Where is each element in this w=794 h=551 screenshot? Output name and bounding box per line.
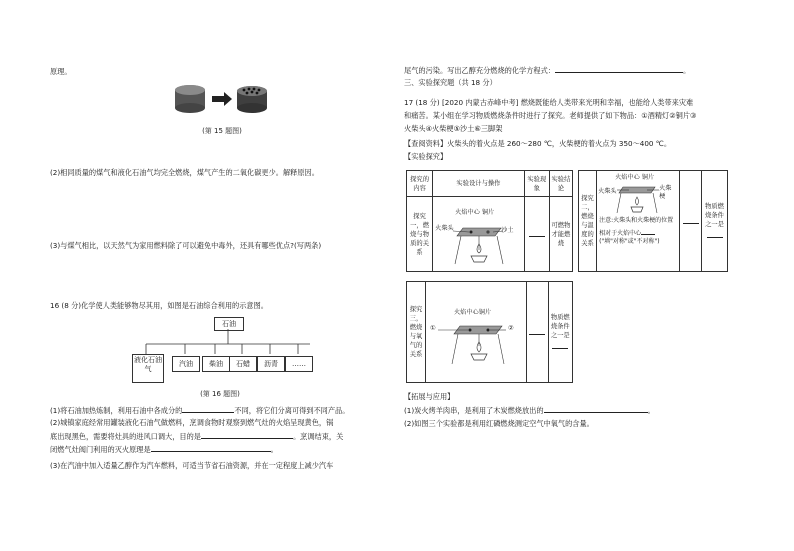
row2-center-label: 火焰中心 铜片: [615, 174, 655, 181]
product-gasoline: 汽油: [172, 356, 200, 372]
row1-center-label: 火焰中心 铜片: [455, 209, 495, 216]
q16-part3: (3)在汽油中加入适量乙醇作为汽车燃料，可适当节省石油资源，并在一定程度上减少汽车: [50, 461, 334, 470]
briquette-holes-icon: [237, 86, 267, 113]
row1-sand-label: 沙土: [501, 227, 514, 234]
petroleum-diagram: [130, 316, 330, 386]
q16-part1: [50, 404, 390, 418]
row3-phenomenon-blank[interactable]: [529, 326, 545, 335]
extension-1-text: (1)炭火烤羊肉串，是利用了木炭燃烧放出的: [404, 406, 544, 415]
q16-part2-line2: [50, 430, 390, 444]
row2-conclusion: [702, 171, 728, 272]
row2-stick-label: 火柴梗: [659, 185, 672, 200]
extension-1-blank[interactable]: [544, 404, 648, 413]
q15-tail: 原理。: [50, 67, 72, 76]
header-content: 探究的内容: [407, 171, 433, 197]
experiment-title: 【实验探究】: [404, 152, 448, 161]
row3-conclusion-text: 物质燃烧条件之一是: [550, 313, 570, 339]
row3-conclusion-blank[interactable]: [552, 340, 568, 349]
product-etc: ……: [285, 356, 313, 372]
q16-2-text-c: 。烹调结束，关: [292, 432, 344, 441]
q17-line3: 火柴头④火柴梗⑤沙土⑥三脚架: [404, 124, 503, 133]
header-conclusion: 实验结论: [549, 171, 572, 197]
q16-2-text-e: 。: [270, 445, 278, 454]
row3-diagram-cell: [425, 282, 526, 383]
row2-match-label: 火柴头: [598, 188, 617, 195]
tree-lines: [130, 316, 330, 356]
row1-match-label: 火柴头: [435, 225, 454, 232]
row1-apparatus-icon: [433, 198, 523, 270]
header-design: 实验设计与操作: [433, 171, 525, 197]
experiment-table-3: [406, 281, 573, 383]
figure15-caption: (第 15 题图): [202, 127, 242, 135]
petroleum-root: 石油: [214, 317, 244, 331]
row3-content: 探究三，燃烧与氧气的关系: [407, 282, 426, 383]
q16-2-text-d: 闭燃气灶阀门利用的灭火原理是: [50, 445, 151, 454]
row3-conclusion: [548, 282, 572, 383]
row2-note-hint: ("填"对称"或"不对称"): [599, 238, 660, 245]
q16-1-blank[interactable]: [182, 404, 234, 413]
extension-1-end: 。: [647, 406, 655, 415]
product-paraffin: 石蜡: [229, 356, 257, 372]
extension-title: 【拓展与应用】: [404, 392, 455, 401]
arrow-right-icon: [212, 92, 232, 106]
q15-part2: (2)相同质量的煤气和液化石油气均完全燃烧，煤气产生的二氧化碳更少。解释原因。: [50, 168, 319, 177]
row2-content: 探究二，燃烧与温度的关系: [579, 171, 597, 272]
row2-conclusion-blank[interactable]: [707, 229, 723, 238]
ethanol-equation-blank[interactable]: [555, 64, 683, 73]
q16-intro: 16 (8 分)化学使人类能够物尽其用，如图是石油综合利用的示意图。: [50, 301, 268, 310]
q16-part2-line1: (2)城镇家庭经常用罐装液化石油气做燃料，烹调食物时观察到燃气灶的火焰呈现黄色，锅: [50, 418, 334, 427]
row2-phenomenon: [680, 171, 702, 272]
row2-symmetry-blank[interactable]: [641, 226, 655, 235]
experiment-table-2: [578, 170, 728, 272]
row2-diagram-cell: [597, 171, 680, 272]
q15-part3: (3)与煤气相比，以天然气为家用燃料除了可以避免中毒外，还具有哪些优点?(写两条): [50, 241, 322, 250]
product-diesel: 柴油: [202, 356, 230, 372]
experiment-table-1: [406, 170, 573, 272]
row3-match1-label: ①: [429, 324, 436, 332]
row3-diagram: [426, 282, 526, 382]
reference-info: 【查阅资料】火柴头的着火点是 260～280 ℃，火柴梗的着火点为 350～400 ℃。: [404, 139, 672, 148]
q16-part2-line3: [50, 443, 390, 457]
row2-note: 注意:火柴头和火柴梗的位置相对于火焰中心 ("填"对称"或"不对称"): [599, 217, 674, 245]
briquette-figure: [172, 82, 272, 122]
row1-conclusion: 可燃物才能燃烧: [549, 197, 572, 272]
row3-phenomenon: [526, 282, 548, 383]
product-asphalt: 沥青: [257, 356, 285, 372]
row3-match2-label: ②: [507, 324, 514, 332]
row1-diagram-cell: [433, 197, 525, 272]
extension-part1: [404, 404, 754, 418]
row1-diagram: [433, 198, 523, 270]
row3-center-label: 火焰中心铜片: [453, 309, 492, 316]
product-lpg: 液化石油气: [132, 354, 164, 383]
ethanol-text: 尾气的污染。写出乙醇充分燃烧的化学方程式：: [404, 66, 555, 75]
row2-diagram: [597, 171, 679, 271]
q16-2-text-b: 底出现黑色，需要将灶具的进风口调大，目的是: [50, 432, 201, 441]
row2-phenomenon-blank[interactable]: [683, 215, 699, 224]
section3-title: 三、实验探究题（共 18 分）: [404, 78, 497, 87]
header-phenomenon: 实验现象: [524, 171, 549, 197]
q17-line1: 17 (18 分) [2020 内蒙古赤峰中考] 燃烧既能给人类带来光明和幸福，也能给人类带来灾难: [404, 98, 694, 107]
q16-2-blank-purpose[interactable]: [201, 430, 293, 439]
figure16-caption: (第 16 题图): [200, 390, 240, 398]
ethanol-text-end: 。: [682, 66, 691, 75]
row1-phenomenon-blank[interactable]: [529, 228, 545, 237]
row1-content: 探究一，燃烧与物质的关系: [407, 197, 433, 272]
q16-1-text-b: 不同，将它们分离可得到不同产品。: [234, 406, 350, 415]
q16-1-text-a: (1)将石油加热炼制，利用石油中各成分的: [50, 406, 183, 415]
briquette-before-icon: [175, 85, 205, 113]
q17-line2: 和痛苦。某小组在学习物质燃烧条件时进行了探究。老师提供了如下物品：①酒精灯②铜片③: [404, 111, 697, 120]
extension-part2: (2)如图三个实验都是利用红磷燃烧测定空气中氧气的含量。: [404, 419, 594, 428]
row3-apparatus-icon: [426, 282, 526, 382]
ethanol-equation-line: [404, 64, 744, 78]
row2-conclusion-text: 物质燃烧条件之一是: [705, 202, 724, 228]
row1-phenomenon: [524, 197, 549, 272]
q16-2-blank-principle[interactable]: [151, 443, 271, 452]
